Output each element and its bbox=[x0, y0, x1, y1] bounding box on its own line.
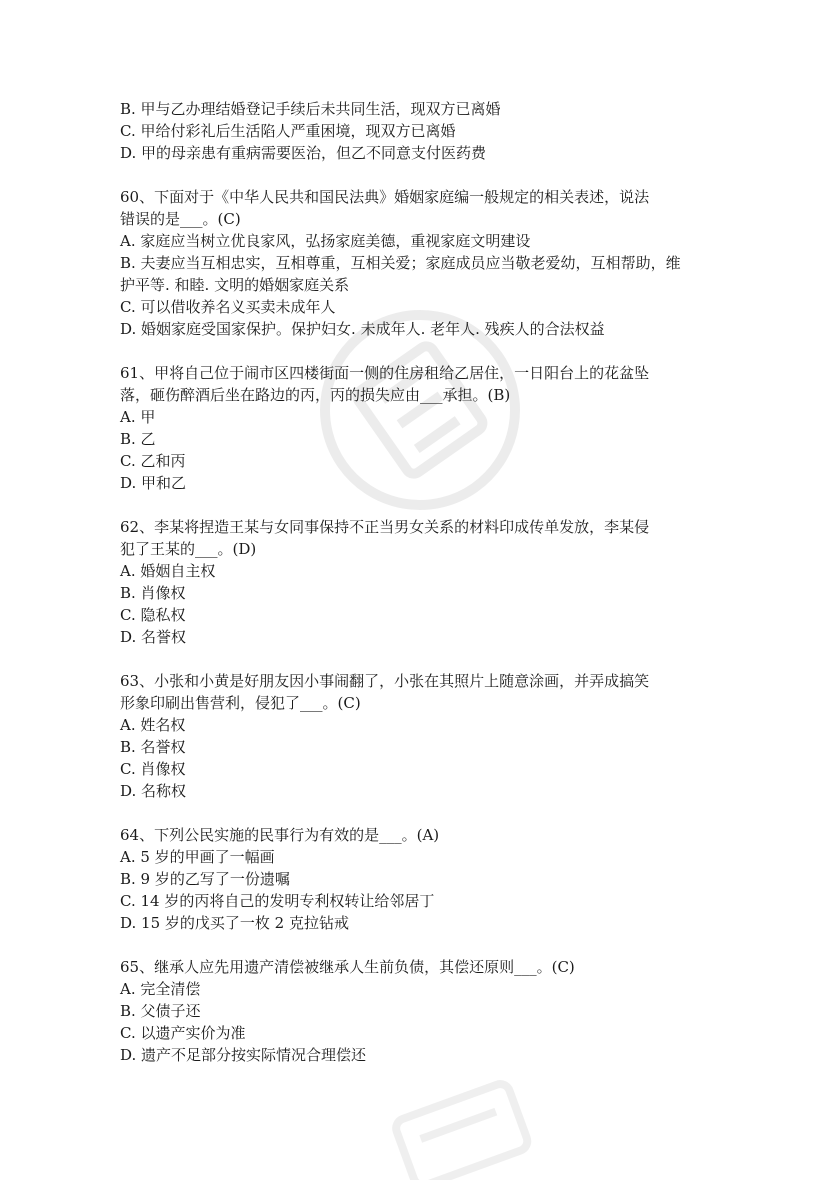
option-line: D. 甲的母亲患有重病需要医治，但乙不同意支付医药费 bbox=[120, 144, 487, 162]
option-a: A. 甲 bbox=[120, 408, 156, 426]
question-stem bbox=[120, 186, 720, 230]
question-61 bbox=[120, 362, 720, 494]
option-b: B. 乙 bbox=[120, 430, 156, 448]
stem-line: 64、下列公民实施的民事行为有效的是___。(A) bbox=[120, 826, 440, 844]
option-c: C. 隐私权 bbox=[120, 606, 186, 624]
option-d: D. 遗产不足部分按实际情况合理偿还 bbox=[120, 1046, 367, 1064]
stem-line: 落，砸伤醉酒后坐在路边的丙，丙的损失应由___承担。(B) bbox=[120, 386, 511, 404]
option-c: C. 可以借收养名义买卖未成年人 bbox=[120, 298, 336, 316]
question-63 bbox=[120, 670, 720, 802]
option-line: C. 甲给付彩礼后生活陷人严重困境，现双方已离婚 bbox=[120, 122, 456, 140]
stem-line: 形象印刷出售营利，侵犯了___。(C) bbox=[120, 694, 361, 712]
question-stem bbox=[120, 670, 720, 714]
option-line: B. 甲与乙办理结婚登记手续后未共同生活，现双方已离婚 bbox=[120, 100, 501, 118]
stem-line: 犯了王某的___。(D) bbox=[120, 540, 257, 558]
question-62 bbox=[120, 516, 720, 648]
question-stem bbox=[120, 824, 720, 846]
option-a: A. 姓名权 bbox=[120, 716, 186, 734]
option-d: D. 名誉权 bbox=[120, 628, 187, 646]
option-a: A. 5 岁的甲画了一幅画 bbox=[120, 848, 275, 866]
stem-line: 63、小张和小黄是好朋友因小事闹翻了，小张在其照片上随意涂画，并弄成搞笑 bbox=[120, 672, 650, 690]
question-65 bbox=[120, 956, 720, 1066]
option-c: C. 以遗产实价为准 bbox=[120, 1024, 246, 1042]
option-b-continued: 护平等. 和睦. 文明的婚姻家庭关系 bbox=[120, 276, 350, 294]
option-d: D. 名称权 bbox=[120, 782, 187, 800]
stem-line: 错误的是___。(C) bbox=[120, 210, 241, 228]
option-a: A. 家庭应当树立优良家风，弘扬家庭美德，重视家庭文明建设 bbox=[120, 232, 531, 250]
option-c: C. 乙和丙 bbox=[120, 452, 186, 470]
question-stem bbox=[120, 362, 720, 406]
stem-line: 60、下面对于《中华人民共和国民法典》婚姻家庭编一般规定的相关表述，说法 bbox=[120, 188, 650, 206]
watermark-logo-bottom bbox=[360, 1080, 560, 1180]
option-b: B. 9 岁的乙写了一份遗嘱 bbox=[120, 870, 290, 888]
option-d: D. 婚姻家庭受国家保护。保护妇女. 未成年人. 老年人. 残疾人的合法权益 bbox=[120, 320, 605, 338]
stem-line: 62、李某将捏造王某与女同事保持不正当男女关系的材料印成传单发放，李某侵 bbox=[120, 518, 650, 536]
option-b: B. 名誉权 bbox=[120, 738, 186, 756]
question-60 bbox=[120, 186, 720, 340]
question-stem bbox=[120, 516, 720, 560]
option-b: B. 父债子还 bbox=[120, 1002, 201, 1020]
stem-line: 65、继承人应先用遗产清偿被继承人生前负债，其偿还原则___。(C) bbox=[120, 958, 575, 976]
question-64 bbox=[120, 824, 720, 934]
document-content bbox=[120, 98, 720, 1066]
option-d: D. 15 岁的戊买了一枚 2 克拉钻戒 bbox=[120, 914, 349, 932]
option-d: D. 甲和乙 bbox=[120, 474, 187, 492]
option-c: C. 肖像权 bbox=[120, 760, 186, 778]
option-c: C. 14 岁的丙将自己的发明专利权转让给邻居丁 bbox=[120, 892, 435, 910]
option-a: A. 完全清偿 bbox=[120, 980, 201, 998]
option-b: B. 肖像权 bbox=[120, 584, 186, 602]
stem-line: 61、甲将自己位于闹市区四楼街面一侧的住房租给乙居住，一日阳台上的花盆坠 bbox=[120, 364, 650, 382]
carryover-options bbox=[120, 98, 720, 164]
option-a: A. 婚姻自主权 bbox=[120, 562, 216, 580]
question-stem bbox=[120, 956, 720, 978]
option-b: B. 夫妻应当互相忠实，互相尊重，互相关爱；家庭成员应当敬老爱幼，互相帮助，维 bbox=[120, 254, 681, 272]
